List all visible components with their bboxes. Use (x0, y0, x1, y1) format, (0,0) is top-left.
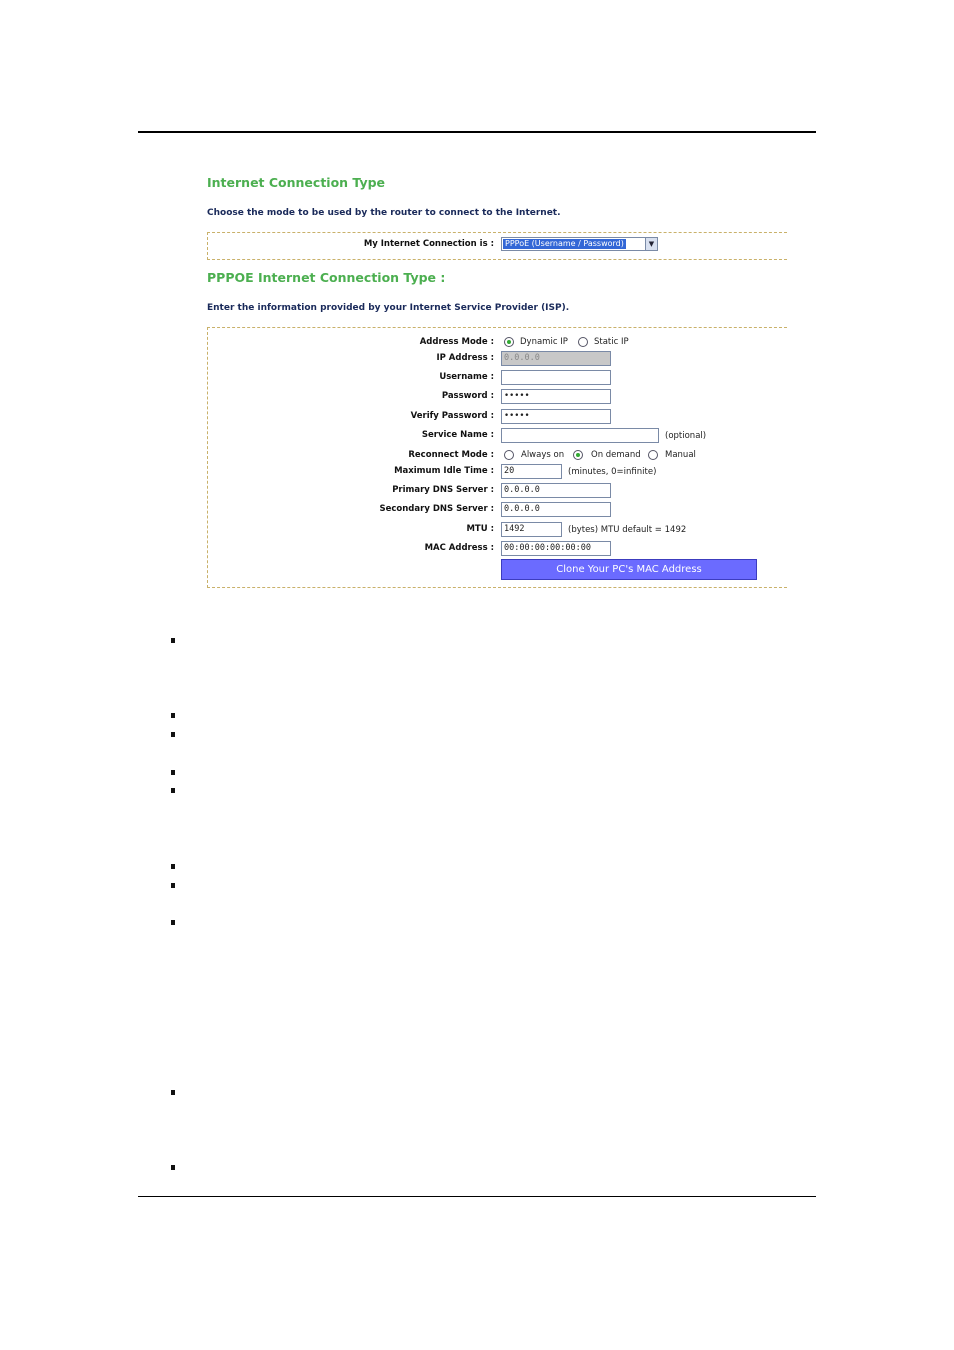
primary-dns-input[interactable]: 0.0.0.0 (501, 483, 611, 498)
service-name-hint: (optional) (665, 431, 707, 441)
ip-address-input: 0.0.0.0 (501, 351, 611, 366)
chevron-down-icon[interactable]: ▼ (645, 238, 657, 250)
radio-always-on[interactable] (504, 450, 514, 460)
radio-on-demand-label: On demand (591, 450, 641, 460)
verify-password-row (208, 409, 787, 425)
radio-manual[interactable] (648, 450, 658, 460)
radio-dynamic-ip-label: Dynamic IP (520, 337, 568, 347)
service-name-input[interactable] (501, 428, 659, 443)
radio-static-ip[interactable] (578, 337, 588, 347)
max-idle-input[interactable]: 20 (501, 464, 562, 479)
bullet-marker (171, 1090, 175, 1095)
mtu-label: MTU : (466, 524, 494, 534)
mtu-hint: (bytes) MTU default = 1492 (568, 525, 687, 535)
bullet-marker (171, 788, 175, 793)
radio-static-ip-label: Static IP (594, 337, 629, 347)
bullet-marker (171, 638, 175, 643)
mac-address-row (208, 541, 787, 557)
connection-type-selected-value: PPPoE (Username / Password) (505, 239, 624, 248)
bullet-marker (171, 864, 175, 869)
secondary-dns-row (208, 502, 787, 518)
mtu-input[interactable]: 1492 (501, 522, 562, 537)
radio-dynamic-ip[interactable] (504, 337, 514, 347)
mac-address-label: MAC Address : (424, 543, 494, 553)
radio-manual-label: Manual (665, 450, 696, 460)
section-title-connection-type: Internet Connection Type (207, 175, 386, 190)
service-name-label: Service Name : (421, 430, 494, 440)
bullet-marker (171, 713, 175, 718)
mtu-row (208, 522, 787, 538)
bullet-marker (171, 920, 175, 925)
password-row (208, 389, 787, 405)
service-name-row (208, 428, 787, 444)
radio-on-demand[interactable] (573, 450, 583, 460)
address-mode-row (208, 335, 787, 351)
bottom-rule (138, 1196, 816, 1197)
mac-address-input[interactable]: 00:00:00:00:00:00 (501, 541, 611, 556)
section-title-pppoe: PPPOE Internet Connection Type : (207, 270, 446, 285)
secondary-dns-input[interactable]: 0.0.0.0 (501, 502, 611, 517)
username-label: Username : (439, 372, 494, 382)
verify-password-label: Verify Password : (410, 411, 494, 421)
connection-type-box (207, 232, 787, 260)
bullet-marker (171, 883, 175, 888)
connection-type-select[interactable] (501, 237, 658, 251)
address-mode-label: Address Mode : (419, 337, 494, 347)
password-input[interactable]: ••••• (501, 389, 611, 404)
reconnect-mode-row (208, 448, 787, 464)
max-idle-label: Maximum Idle Time : (394, 466, 494, 476)
username-row (208, 370, 787, 386)
section-description-connection-type: Choose the mode to be used by the router to connect to the Internet. (207, 208, 561, 218)
bullet-marker (171, 1165, 175, 1170)
pppoe-form-box (207, 327, 787, 588)
primary-dns-label: Primary DNS Server : (392, 485, 494, 495)
bullet-marker (171, 770, 175, 775)
password-label: Password : (441, 391, 494, 401)
connection-type-label: My Internet Connection is : (363, 239, 494, 249)
ip-address-label: IP Address : (436, 353, 494, 363)
top-rule (138, 131, 816, 133)
ip-address-row (208, 351, 787, 367)
username-input[interactable] (501, 370, 611, 385)
secondary-dns-label: Secondary DNS Server : (379, 504, 494, 514)
max-idle-hint: (minutes, 0=infinite) (568, 467, 657, 477)
clone-mac-button[interactable]: Clone Your PC's MAC Address (501, 559, 757, 580)
reconnect-mode-label: Reconnect Mode : (408, 450, 494, 460)
primary-dns-row (208, 483, 787, 499)
verify-password-input[interactable]: ••••• (501, 409, 611, 424)
bullet-marker (171, 732, 175, 737)
radio-always-on-label: Always on (521, 450, 565, 460)
max-idle-row (208, 464, 787, 480)
section-description-pppoe: Enter the information provided by your Internet Service Provider (ISP). (207, 303, 570, 313)
